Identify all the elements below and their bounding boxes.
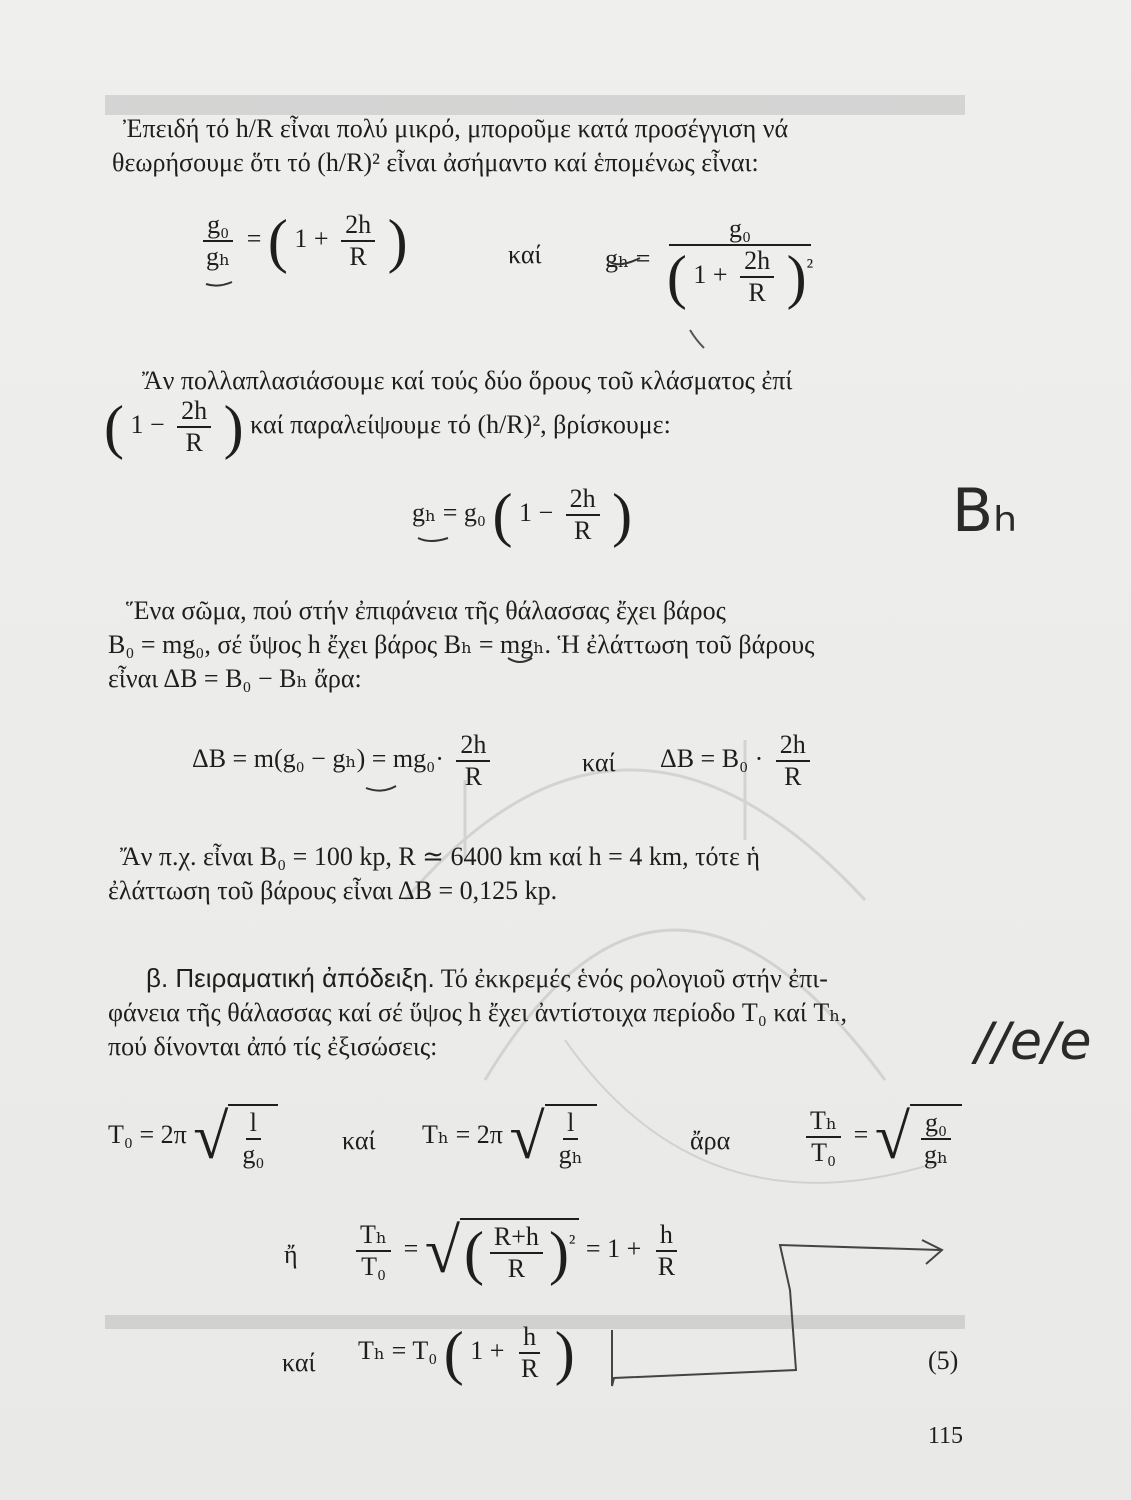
paragraph-2-line-1: Ἄν πολλαπλασιάσουμε καί τούς δύο ὅρους τοῦ κλάσματος ἐπί xyxy=(142,366,793,395)
equation-6-kai: καί xyxy=(282,1348,316,1377)
equation-gh: gₕ = g₀ ( 1 + $\frac{2h}{R}$ )$^{^2}$ xyxy=(605,214,823,308)
paragraph-2-line-2: ( 1 − $\frac{2h}{R}$ ) καί παραλείψουμε τό (h/R)², βρίσκουμε: xyxy=(104,394,671,460)
equation-Th: Tₕ = 2π √ $\frac{l}{\text{gₕ}}$ xyxy=(422,1104,597,1170)
left-paren: ( xyxy=(267,208,288,274)
equation-delta-b: ΔB = m(g₀ − gₕ) = mg₀· $\frac{2h}{R}$ xyxy=(192,730,496,792)
paragraph-3-line-2: B₀ = mg₀, σέ ὕψος h ἔχει βάρος Bₕ = mgₕ. Ἡ ἐλάττωση τοῦ βάρους xyxy=(108,630,815,659)
equation-ratio-Th-T0: $\frac{\text{Tₕ}}{\text{T₀}}$ = √ $\frac{\text{g₀}}{\text{gₕ}}$ xyxy=(800,1104,962,1170)
equation-delta-b-b0: ΔB = B₀ · $\frac{2h}{R}$ xyxy=(660,730,816,792)
fraction-g0-gh: $\frac{\text{g₀}}{\text{gₕ}}$ xyxy=(202,210,234,272)
paragraph-4-line-2: ἐλάττωση τοῦ βάρους εἶναι ΔB = 0,125 kp. xyxy=(108,876,558,905)
paragraph-1-line-2: θεωρήσουμε ὅτι τό (h/R)² εἶναι ἀσήμαντο καί ἑπομένως εἶναι: xyxy=(112,148,759,177)
equation-1-kai: καί xyxy=(508,240,542,269)
fraction-g0-over-bracket: g₀ ( 1 + $\frac{2h}{R}$ )$^{^2}$ xyxy=(666,214,814,310)
equation-gh-approx: gₕ = g₀ ( 1 − $\frac{2h}{R}$ ) xyxy=(412,482,633,548)
equation-3-kai: καί xyxy=(582,748,616,777)
equation-number: (5) xyxy=(928,1346,959,1375)
paragraph-3-line-3: εἶναι ΔB = B₀ − Bₕ ἄρα: xyxy=(108,664,362,693)
paragraph-4-line-1: Ἄν π.χ. εἶναι B₀ = 100 kp, R ≃ 6400 km καί h = 4 km, τότε ἡ xyxy=(120,842,760,871)
handwritten-note: //e/e xyxy=(975,1012,1092,1072)
equation-5-or: ἤ xyxy=(284,1240,298,1269)
right-paren: ) xyxy=(387,208,408,274)
equation-g0-over-gh: $\frac{\text{g₀}}{\text{gₕ}}$ = ( 1 + $\frac{2h}{R}$ ) xyxy=(196,210,408,272)
fraction-2h-R: $\frac{2h}{R}$ xyxy=(341,210,375,272)
equation-Th-final: Tₕ = T₀ ( 1 + $\frac{h}{R}$ ) xyxy=(358,1320,575,1386)
section-heading: β. Πειραματική ἀπόδειξη. xyxy=(146,963,435,993)
handwritten-bh: Bₕ xyxy=(952,476,1018,546)
paragraph-5-line-2: φάνεια τῆς θάλασσας καί σέ ὕψος h ἔχει ἀντίστοιχα περίοδο T₀ καί Tₕ, xyxy=(108,998,847,1027)
equation-T0: T₀ = 2π √ $\frac{l}{\text{g₀}}$ xyxy=(108,1104,278,1170)
paragraph-1-line-1: Ἐπειδή τό h/R εἶναι πολύ μικρό, μποροῦμε κατά προσέγγιση νά xyxy=(123,114,789,143)
equation-4-kai: καί xyxy=(342,1126,376,1155)
page-number: 115 xyxy=(927,1423,963,1449)
paragraph-5-line-1: β. Πειραματική ἀπόδειξη. Τό ἐκκρεμές ἑνός ρολογιοῦ στήν ἐπι- xyxy=(146,963,828,993)
equation-4-ara: ἄρα xyxy=(690,1126,731,1155)
paragraph-3-line-1: Ἕνα σῶμα, πού στήν ἐπιφάνεια τῆς θάλασσας ἔχει βάρος xyxy=(126,596,726,625)
equation-ratio-expanded: $\frac{\text{Tₕ}}{\text{T₀}}$ = √ ( $\frac{R+h}{R}$ )$^{^2}$ = 1 + $\frac{h}{R}$ xyxy=(350,1218,685,1284)
paragraph-5-line-3: πού δίνονται ἀπό τίς ἐξισώσεις: xyxy=(108,1032,438,1061)
